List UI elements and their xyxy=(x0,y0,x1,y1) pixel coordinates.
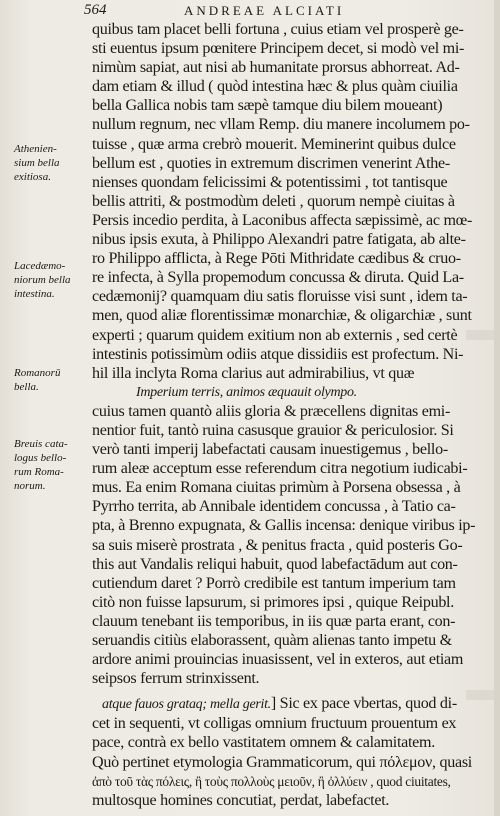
marginal-line: exitiosa. xyxy=(14,171,51,183)
text-line: nentior fuit, tantò ruina casusque grauior & periculosior. Si xyxy=(92,421,454,439)
text-line: seruandis citiùs elaborassent, quàm alienas tanto impetu & xyxy=(92,632,452,649)
marginal-line: Breuis cata- xyxy=(14,438,68,450)
greek-text-line: ἀπὸ τοῦ τὰς πόλεις, ἢ τοὺς πολλοὺς μειοῦν, ἢ ὀλλύειν , quod ciuitates, xyxy=(92,773,451,789)
marginal-note-roman-wars-catalogue xyxy=(14,437,88,493)
text-line: pta, à Brenno expugnata, & Gallis incensa: denique viribus ip- xyxy=(92,517,476,535)
text-line: nibus ipsis exuta, à Philippo Alexandri patre fatigata, ab alte- xyxy=(92,231,466,249)
text-line: pace, contrà ex bello vastitatem omnem & calamitatem. xyxy=(92,734,435,752)
text-line: Persis incedio perdita, à Laconibus affecta sæpissimè, ac mœ- xyxy=(92,211,473,229)
text-line: re infecta, à Sylla propemodum concussa & diruta. Quid La- xyxy=(92,269,464,287)
text-line: tuisse , quæ arma crebrò mouerit. Meminerint quibus dulce xyxy=(92,135,456,153)
verse-with-commentary xyxy=(92,694,490,714)
text-line: mus. Ea enim Romana ciuitas primùm à Porsena obsessa , à xyxy=(92,479,461,497)
main-text-block xyxy=(92,20,490,810)
text-line: sti euentus ipsum pœnitere Principem decet, si modò vel mi- xyxy=(92,40,465,58)
text-line: rum aleæ acceptum esse referendum citra negotium iudicabi- xyxy=(92,460,468,478)
text-line: ro Philippo afflicta, à Rege Pōti Mithridate cædibus & cruo- xyxy=(92,250,461,268)
text-line: nienses quondam felicissimi & potentissimi , tot tantisque xyxy=(92,173,448,191)
text-line: multosque homines concutiat, perdat, labefactet. xyxy=(92,791,390,809)
text-line: men, quod aliæ florentissimæ monarchiæ, & oligarchiæ , sunt xyxy=(92,307,472,325)
marginal-line: niorum bella xyxy=(14,274,71,286)
text-line: verò tanti imperij labefactati causam inuestigemus , bello- xyxy=(92,441,448,459)
text-line: dam etiam & illud ( quòd intestina hæc & plus quàm ciuilia xyxy=(92,78,458,96)
page-edge-shadow xyxy=(494,0,500,816)
text-line: cet in sequenti, vt colligas omnium fructuum prouentum ex xyxy=(92,715,457,733)
text-line: Pyrrho territa, ab Annibale identidem concussa , à Tatio ca- xyxy=(92,498,456,516)
verse-quotation: Imperium terris, animos æquauit olympo. xyxy=(136,384,357,400)
page-header xyxy=(84,2,496,20)
text-line: hil illa inclyta Roma clarius aut admirabilius, vt quæ xyxy=(92,364,415,382)
marginal-note-athenians xyxy=(14,142,88,184)
text-line: bella Gallica nobis tam sæpè tamque diu bilem moueant) xyxy=(92,97,443,115)
marginal-line: sium bella xyxy=(14,157,60,169)
text-line: bellis attriti, & postmodùm deleti , quorum nempè ciuitas à xyxy=(92,192,455,210)
text-line: bellum est , quoties in extremum discrimen venerint Athe- xyxy=(92,154,450,172)
text-line: ardore animi prouincias inuasissent, vel in exteros, aut etiam xyxy=(92,651,464,669)
text-line: nimùm sapiat, aut nisi ab humanitate prorsus abhorreat. Ad- xyxy=(92,59,460,77)
marginal-line: rum Roma- xyxy=(14,466,64,478)
marginal-note-lacedaemonians xyxy=(14,259,88,301)
marginal-line: norum. xyxy=(14,480,46,492)
text-line: nullum regnum, nec vllam Remp. diu manere incolumem po- xyxy=(92,116,470,134)
text-line: sa suis miserè prostrata , & penitus fracta , quid posteris Go- xyxy=(92,536,463,554)
text-line: cutiendum daret ? Porrò credibile est tantum imperium tam xyxy=(92,574,456,592)
marginal-line: Athenien- xyxy=(14,143,57,155)
text-line: cedæmonij? quamquam diu satis floruisse visi sunt , idem ta- xyxy=(92,288,468,306)
verse-quotation: atque fauos grataq; mella gerit. xyxy=(102,697,271,713)
commentary-text: ] Sic ex pace vbertas, quod di- xyxy=(270,695,457,713)
text-line: seipsos ferrum strinxissent. xyxy=(92,670,260,688)
marginal-note-romans xyxy=(14,366,88,394)
text-line: experti ; quarum quidem exitium non ab externis , sed certè xyxy=(92,326,458,344)
text-line: Quò pertinet etymologia Grammaticorum, qui πόλεμον, quasi xyxy=(92,753,472,771)
marginal-line: Lacedæmo- xyxy=(14,260,66,272)
marginal-line: intestina. xyxy=(14,288,55,300)
text-line: quibus tam placet belli fortuna , cuius etiam vel prosperè ge- xyxy=(92,21,464,38)
text-line: intestinis potissimùm odiis atque dissidiis est profectum. Ni- xyxy=(92,345,464,363)
text-line: cuius tamen quantò aliis gloria & præcellens dignitas emi- xyxy=(92,402,451,420)
text-line: citò non fuisse lapsurum, si primores ipsi , quique Reipubl. xyxy=(92,593,454,611)
marginal-line: bella. xyxy=(14,381,39,393)
text-line: clauum tenebant iis temporibus, in iis quæ parta erant, con- xyxy=(92,612,456,630)
running-head: ANDREAE ALCIATI xyxy=(184,3,345,18)
marginal-line: logus bello- xyxy=(14,452,67,464)
page-number: 564 xyxy=(84,2,107,18)
text-line: this aut Vandalis reliqui habuit, quod labefactādum aut con- xyxy=(92,555,458,573)
marginal-line: Romanorū xyxy=(14,367,61,379)
